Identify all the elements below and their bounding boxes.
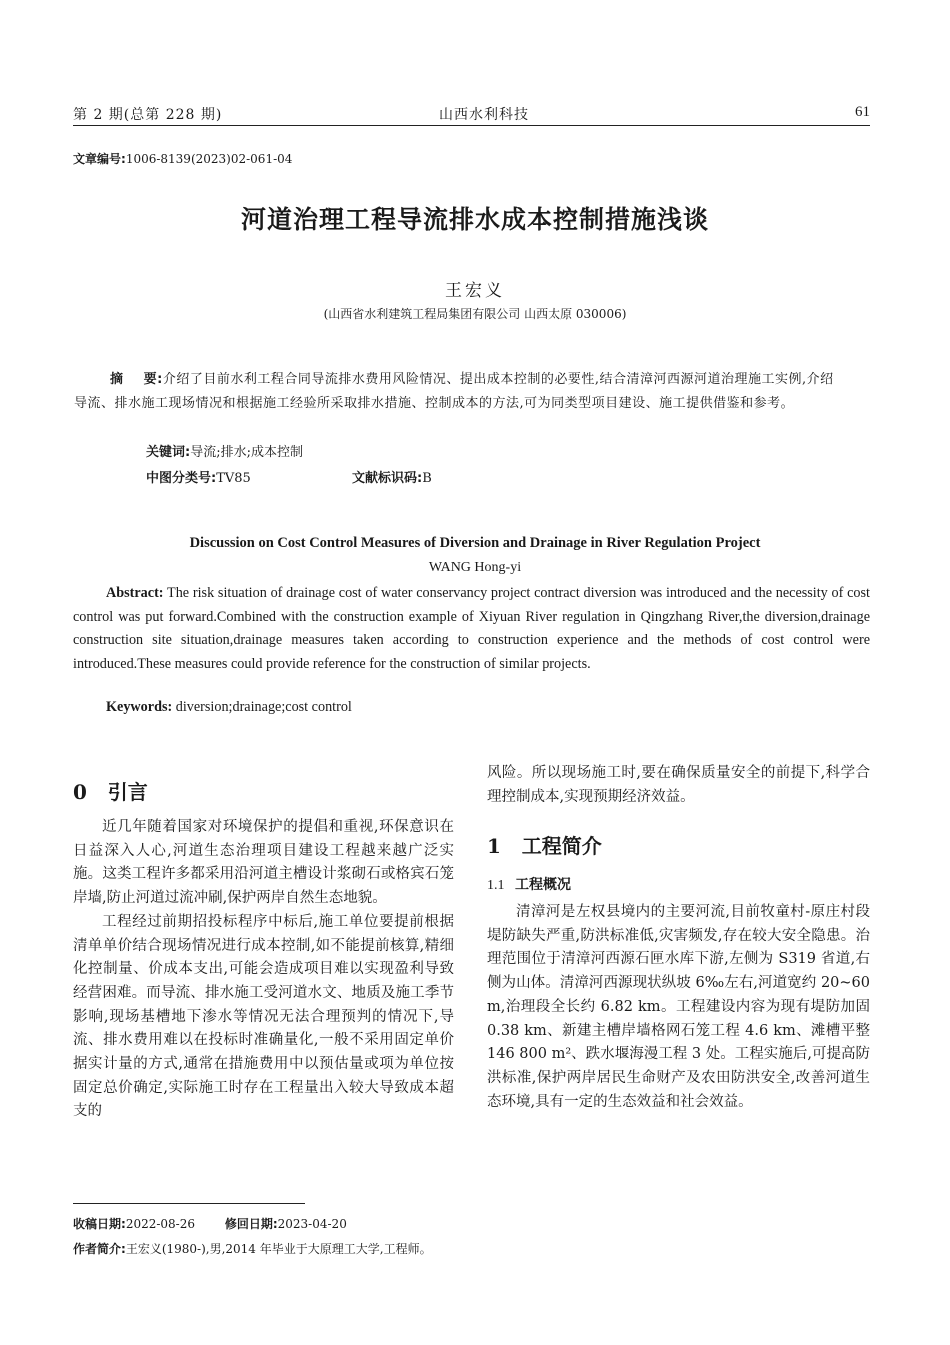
doc-code-label: 文献标识码: — [352, 471, 423, 486]
footnote-divider — [73, 1203, 305, 1204]
bio-text: 王宏义(1980-),男,2014 年毕业于大原理工大学,工程师。 — [125, 1242, 432, 1256]
english-abstract-text: The risk situation of drainage cost of water conservancy project contract diversion was introduced and the necessity of cost control was put forward.Combined with the construction example of Xiyuan River regulation in Qingzhang River,the diversion,drainage construction site situation,drainage measures taken according to construction experience and the methods of cost control were introduced.These measures could provide reference for the construction of similar projects. — [73, 585, 870, 672]
english-abstract — [73, 582, 870, 676]
clc-value: TV85 — [216, 471, 251, 486]
project-overview-paragraph: 清漳河是左权县境内的主要河流,目前牧童村-原庄村段堤防缺失严重,防洪标准低,灾害频发,存在较大安全隐患。治理范围位于清漳河西源石匣水库下游,左侧为 S319 省道,右侧为山体。清漳河西源现状纵坡 6‰左右,河道宽约 20~60 m,治理段全长约 6.82 km。工程建设内容为现有堤防加固 0.38 km、新建主槽岸墙格网石笼工程 4.6 km、滩槽平整 146 800 m²、跌水堰海漫工程 3 处。工程实施后,可提高防洪标准,保护两岸居民生命财产及农田防洪安全,改善河道生态环境,具有一定的生态效益和社会效益。 — [487, 904, 870, 1110]
received-date: 2022-08-26 — [125, 1217, 195, 1231]
article-number — [73, 150, 292, 167]
issue-info: 第 2 期(总第 228 期) — [73, 107, 223, 123]
footnote-bio — [73, 1240, 432, 1257]
intro-paragraph-1: 近几年随着国家对环境保护的提倡和重视,环保意识在日益深入人心,河道生态治理项目建设工程越来越广泛实施。这类工程许多都采用沿河道主槽设计浆砌石或格宾石笼岸墙,防止河道过流冲刷,保护两岸自然生态地貌。 — [73, 819, 454, 907]
english-keywords-label: Keywords: — [106, 699, 173, 715]
keywords-cn — [146, 441, 303, 460]
clc-label: 中图分类号: — [146, 471, 217, 486]
english-abstract-label: Abstract: — [106, 585, 164, 601]
right-column — [487, 762, 870, 809]
section-1-1-title: 工程概况 — [514, 877, 571, 893]
paper-title: 河道治理工程导流排水成本控制措施浅谈 — [240, 205, 709, 234]
running-header — [73, 104, 870, 126]
abstract-cn-body — [74, 368, 840, 415]
article-number-label: 文章编号: — [73, 152, 126, 166]
section-0-heading: 0 引言 — [73, 780, 148, 804]
abstract-cn-text: 介绍了目前水利工程合同导流排水费用风险情况、提出成本控制的必要性,结合清漳河西源河道治理施工实例,介绍导流、排水施工现场情况和根据施工经验所采取排水措施、控制成本的方法,可为同类型项目建设、施工提供借鉴和参考。 — [74, 372, 834, 411]
revised-label: 修回日期: — [224, 1217, 278, 1231]
bio-label: 作者简介: — [73, 1242, 126, 1256]
section-1-heading: 1 工程简介 — [487, 834, 602, 858]
keywords-cn-text: 导流;排水;成本控制 — [190, 445, 303, 460]
section-1-1-body — [487, 901, 870, 1114]
keywords-cn-label: 关键词: — [146, 445, 191, 460]
english-title: Discussion on Cost Control Measures of Diversion and Drainage in River Regulation Project — [189, 535, 761, 551]
section-1-1-number: 1.1 — [487, 878, 505, 893]
clc-number — [146, 467, 251, 486]
left-column — [73, 816, 454, 1124]
page-number: 61 — [855, 104, 870, 120]
author-name: 王宏义 — [445, 281, 505, 301]
doc-code — [352, 467, 432, 486]
journal-name: 山西水利科技 — [439, 107, 529, 123]
intro-paragraph-2-continued: 风险。所以现场施工时,要在确保质量安全的前提下,科学合理控制成本,实现预期经济效益。 — [487, 765, 870, 805]
article-number-value: 1006-8139(2023)02-061-04 — [125, 152, 293, 166]
abstract-cn-label: 摘 要: — [110, 372, 163, 387]
doc-code-value: B — [422, 471, 432, 486]
english-keywords-text: diversion;drainage;cost control — [175, 699, 352, 715]
english-author: WANG Hong-yi — [428, 560, 522, 575]
section-1-1-heading — [487, 874, 571, 894]
received-label: 收稿日期: — [73, 1217, 126, 1231]
affiliation: (山西省水利建筑工程局集团有限公司 山西太原 030006) — [323, 307, 627, 321]
revised-date: 2023-04-20 — [277, 1217, 347, 1231]
english-keywords — [106, 699, 352, 716]
intro-paragraph-2: 工程经过前期招投标程序中标后,施工单位要提前根据清单单价结合现场情况进行成本控制,如不能提前核算,精细化控制量、价成本支出,可能会造成项目难以实现盈利导致经营困难。而导流、排水施工受河道水文、地质及施工季节影响,现场基槽地下渗水等情况无法合理预判的情况下,导流、排水费用难以在投标时准确量化,一般不采用固定单价据实计量的方式,通常在措施费用中以预估量或项为单位按固定总价确定,实际施工时存在工程量出入较大导致成本超支的 — [73, 913, 454, 1120]
abstract-cn — [74, 368, 840, 415]
footnote-dates — [73, 1215, 347, 1232]
